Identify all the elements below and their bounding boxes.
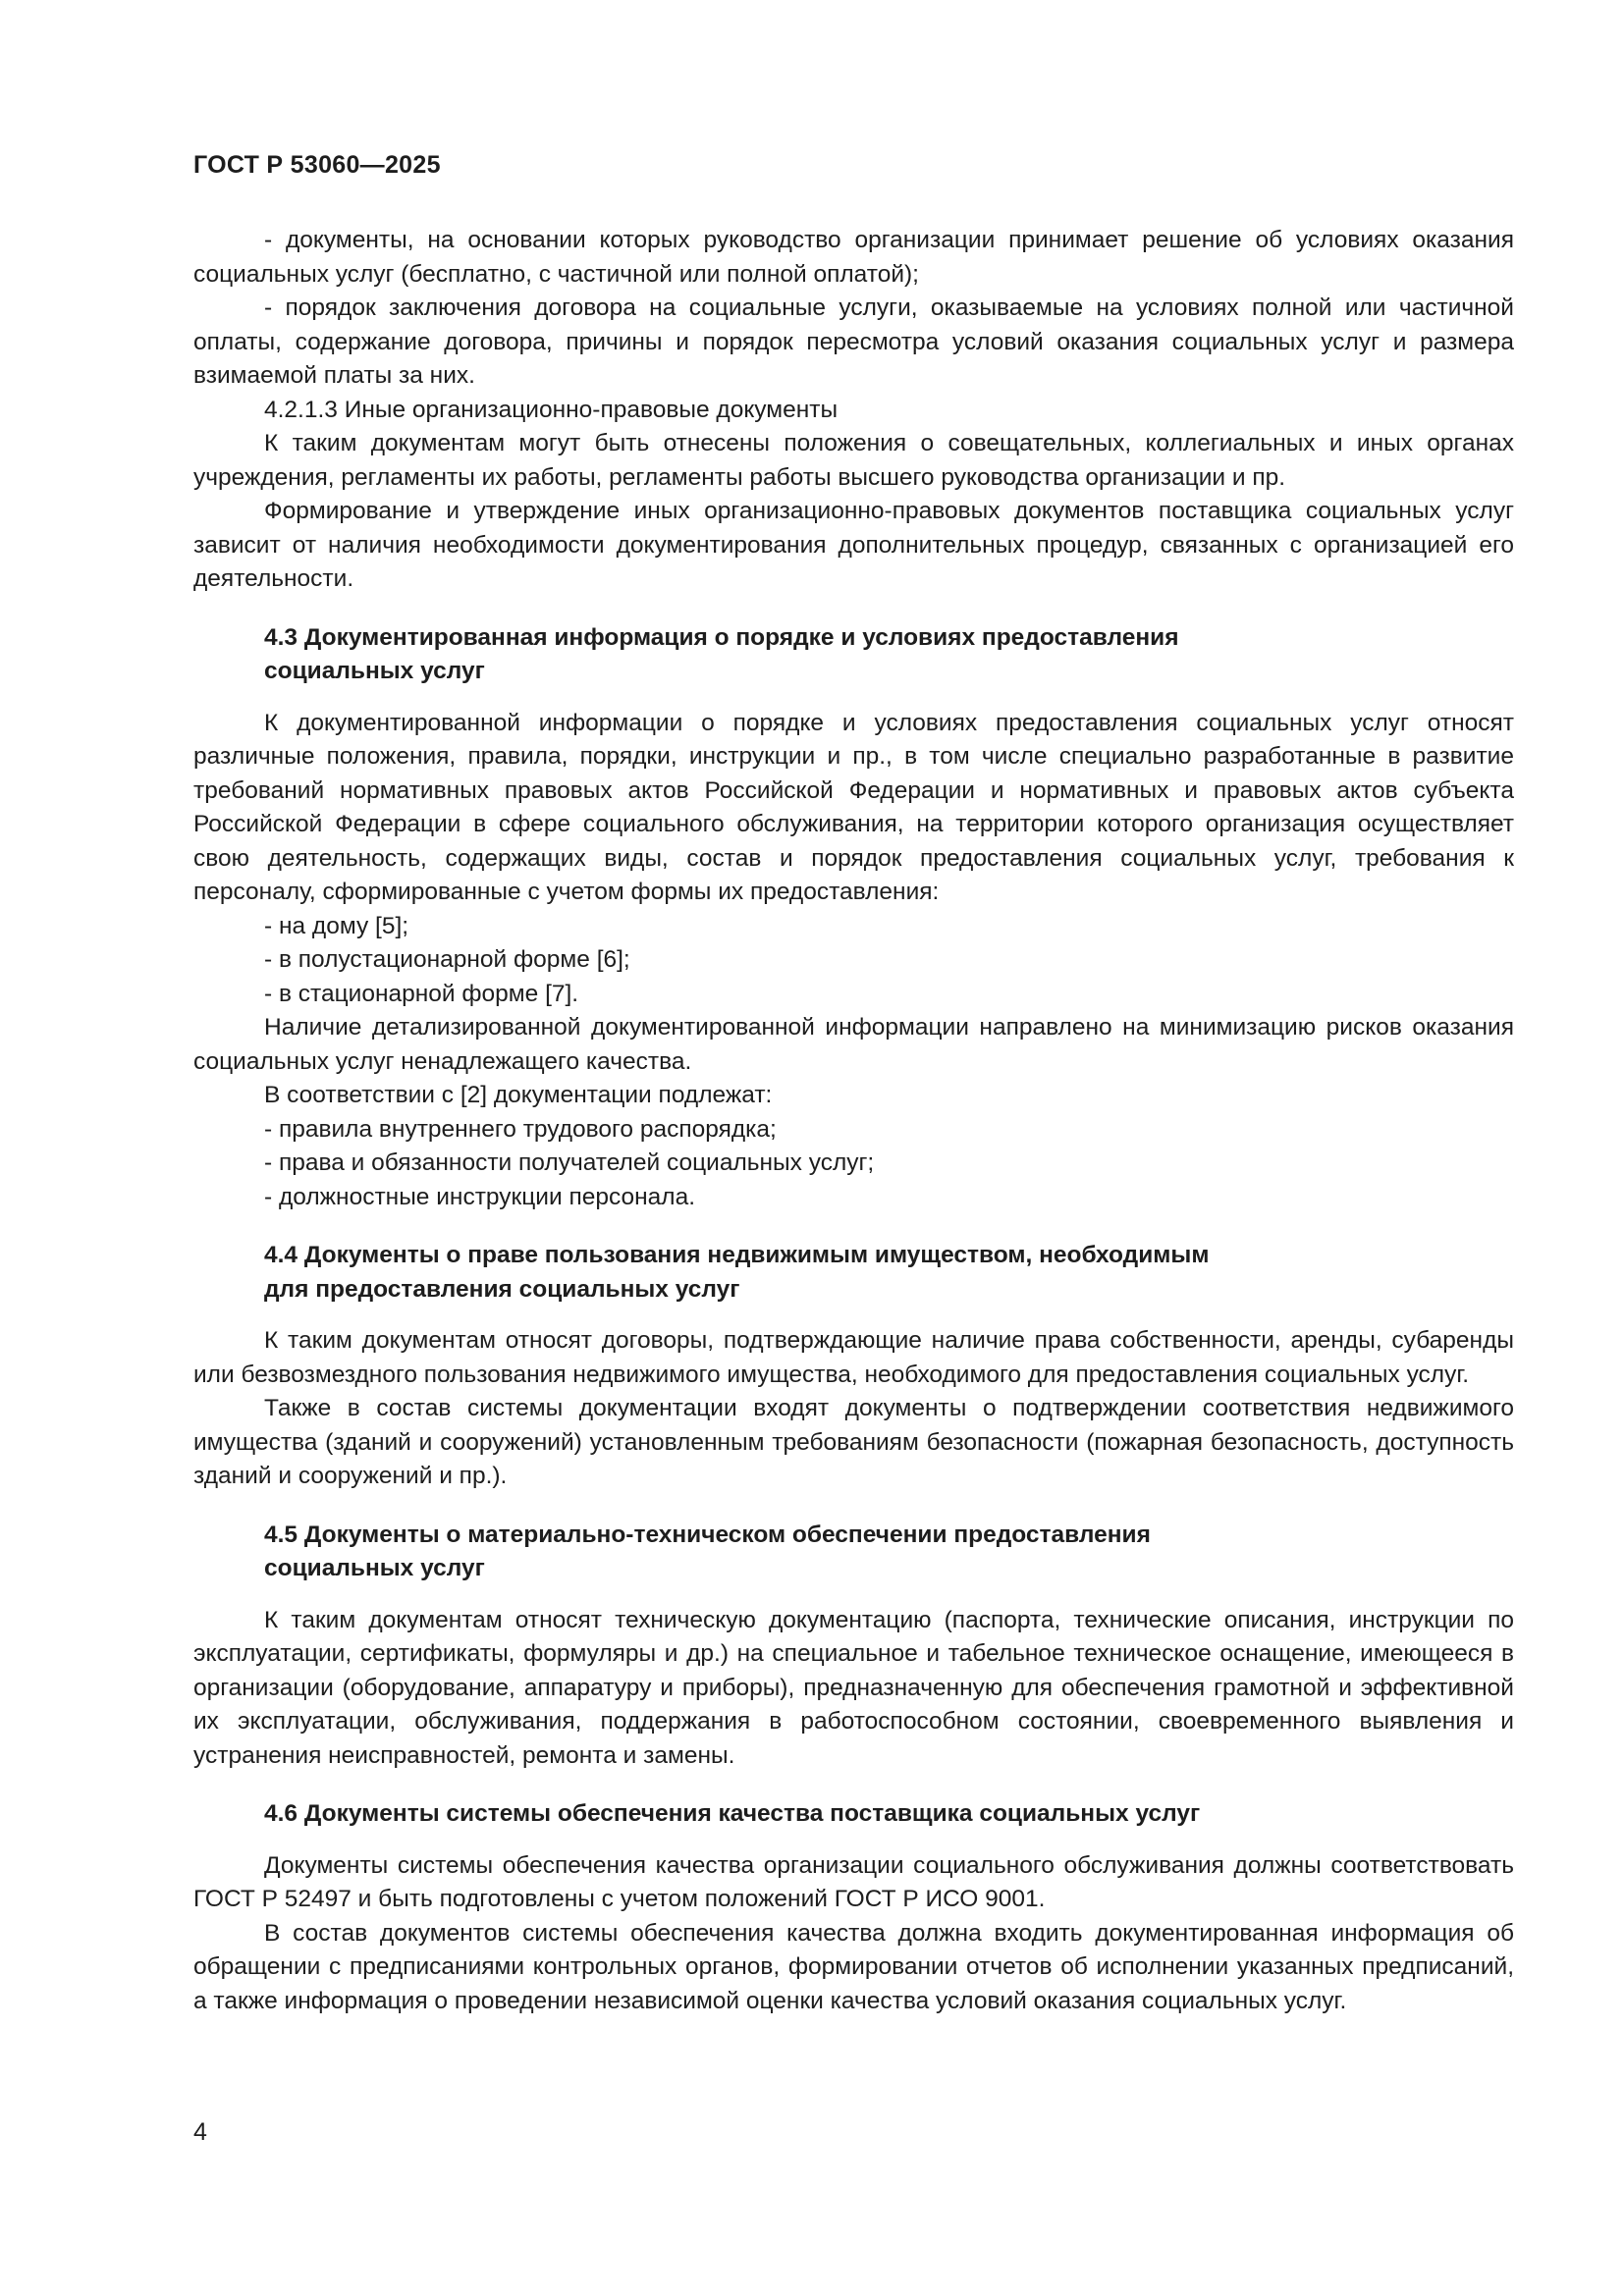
paragraph: К таким документам относят техническую документацию (паспорта, технические описания, инструкции по эксплуатации, сертификаты, формуляры и др.) на специальное и табельное техническое оснащение, имеющееся в организации (оборудование, аппаратуру и приборы), предназначенную для обеспечения грамотной и эффективной их эксплуатации, обслуживания, поддержания в работоспособном состоянии, своевременного выявления и устранения неисправностей, ремонта и замены. — [193, 1606, 1514, 1769]
section-heading-4-6: 4.6 Документы системы обеспечения качества поставщика социальных услуг — [264, 1800, 1201, 1827]
paragraph: В соответствии с [2] документации подлежат: — [264, 1082, 773, 1108]
paragraph: Формирование и утверждение иных организационно-правовых документов поставщика социальных услуг зависит от наличия необходимости документирования дополнительных процедур, связанных с организацией его деятельности. — [193, 498, 1514, 592]
paragraph: Наличие детализированной документированной информации направлено на минимизацию рисков оказания социальных услуг ненадлежащего качества. — [193, 1014, 1514, 1075]
paragraph: - порядок заключения договора на социальные услуги, оказываемые на условиях полной или частичной оплаты, содержание договора, причины и порядок пересмотра условий оказания социальных услуг и размера взимаемой платы за них. — [193, 294, 1514, 389]
list-item: - в стационарной форме [7]. — [264, 980, 579, 1007]
paragraph: К документированной информации о порядке и условиях предоставления социальных услуг относят различные положения, правила, порядки, инструкции и пр., в том числе специально разработанные в развитие требований нормативных правовых актов Российской Федерации и нормативных и правовых актов субъекта Российской Федерации в сфере социального обслуживания, на территории которого организация осуществляет свою деятельность, содержащих виды, состав и порядок предоставления социальных услуг, требования к персоналу, сформированные с учетом формы их предоставления: — [193, 709, 1514, 905]
list-item: - права и обязанности получателей социальных услуг; — [264, 1149, 875, 1176]
paragraph: В состав документов системы обеспечения качества должна входить документированная информация об обращении с предписаниями контрольных органов, формировании отчетов об исполнении указанных предписаний, а также информация о проведении независимой оценки качества условий оказания социальных услуг. — [193, 1919, 1514, 2014]
list-item: - на дому [5]; — [264, 912, 409, 939]
standard-designation: ГОСТ Р 53060—2025 — [193, 151, 441, 179]
page-number: 4 — [193, 2118, 207, 2146]
paragraph: К таким документам могут быть отнесены положения о совещательных, коллегиальных и иных органах учреждения, регламенты их работы, регламенты работы высшего руководства организации и пр. — [193, 430, 1514, 491]
section-heading-4-3: 4.3 Документированная информация о порядке и условиях предоставления социальных услуг — [264, 623, 1179, 684]
section-heading-4-5: 4.5 Документы о материально-техническом обеспечении предоставления социальных услуг — [264, 1521, 1151, 1581]
paragraph: К таким документам относят договоры, подтверждающие наличие права собственности, аренды, субаренды или безвозмездного пользования недвижимого имущества, необходимого для предоставления социальных услуг. — [193, 1327, 1514, 1388]
paragraph: Документы системы обеспечения качества организации социального обслуживания должны соответствовать ГОСТ Р 52497 и быть подготовлены с учетом положений ГОСТ Р ИСО 9001. — [193, 1851, 1514, 1912]
clause-heading: 4.2.1.3 Иные организационно-правовые документы — [264, 396, 839, 423]
page-body — [193, 224, 1514, 2018]
paragraph: Также в состав системы документации входят документы о подтверждении соответствия недвижимого имущества (зданий и сооружений) установленным требованиям безопасности (пожарная безопасность, доступность зданий и сооружений и пр.). — [193, 1395, 1514, 1489]
list-item: - должностные инструкции персонала. — [264, 1183, 696, 1210]
paragraph: - документы, на основании которых руководство организации принимает решение об условиях оказания социальных услуг (бесплатно, с частичной или полной оплатой); — [193, 227, 1514, 288]
list-item: - в полустационарной форме [6]; — [264, 946, 630, 973]
section-heading-4-4: 4.4 Документы о праве пользования недвижимым имуществом, необходимым для предоставления социальных услуг — [264, 1242, 1210, 1303]
list-item: - правила внутреннего трудового распорядка; — [264, 1115, 777, 1143]
